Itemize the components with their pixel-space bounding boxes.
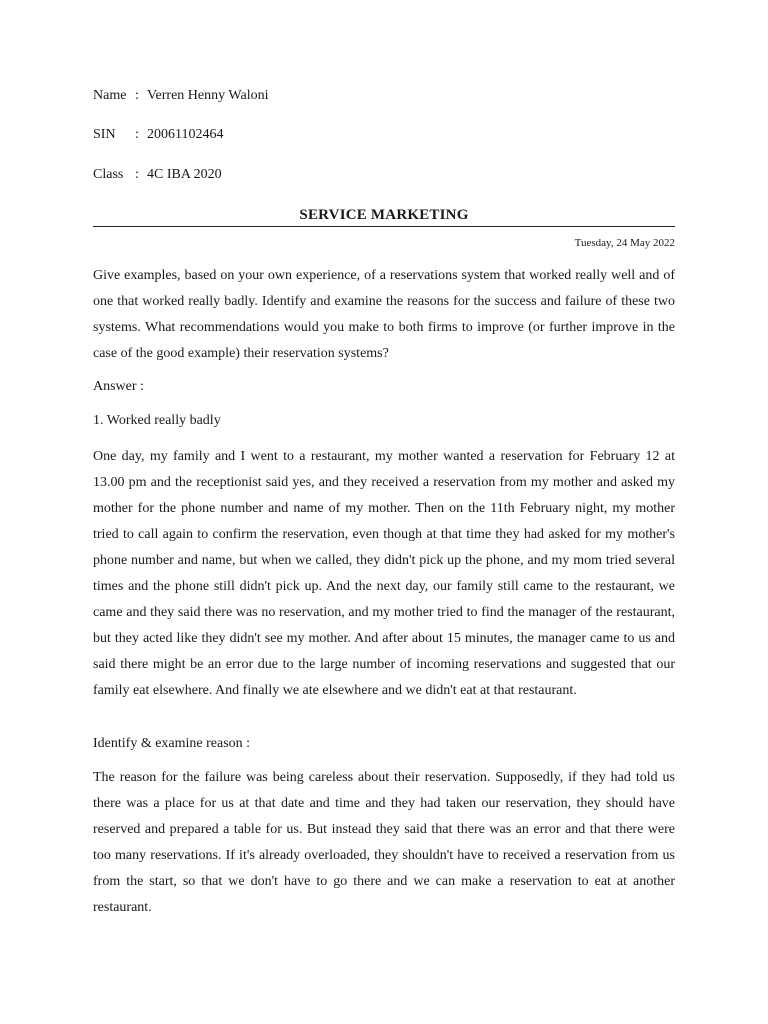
name-separator: : bbox=[135, 88, 139, 103]
sin-separator: : bbox=[135, 127, 139, 142]
name-value: Verren Henny Waloni bbox=[147, 88, 269, 103]
question-paragraph: Give examples, based on your own experience, of a reservations system that worked really well and of one that worked really badly. Identify and examine the reasons for the success and failure of these two systems. What recommendations would you make to both firms to improve (or further improve in the case of the good example) their reservation systems? bbox=[93, 268, 675, 361]
sin-label: SIN bbox=[93, 127, 116, 142]
class-value: 4C IBA 2020 bbox=[147, 167, 222, 182]
class-row bbox=[93, 166, 222, 184]
bad-experience-paragraph: One day, my family and I went to a restaurant, my mother wanted a reservation for February 12 at 13.00 pm and the receptionist said yes, and they received a reservation from my mother and asked my mother for the phone number and name of my mother. Then on the 11th February night, my mother tried to call again to confirm the reservation, even though at that time they had asked for my mother's phone number and name, but when we called, they didn't pick up the phone, and my mom tried several times and the phone still didn't pick up. And the next day, our family still came to the restaurant, we came and they said there was no reservation, and my mother tried to find the manager of the restaurant, but they acted like they didn't see my mother. And after about 15 minutes, the manager came to us and said there might be an error due to the large number of incoming reservations and suggested that our family eat elsewhere. And finally we ate elsewhere and we didn't eat at that restaurant. bbox=[93, 449, 675, 698]
reason-paragraph: The reason for the failure was being careless about their reservation. Supposedly, if they had told us there was a place for us at that date and time and they had taken our reservation, they should have reserved and prepared a table for us. But instead they said that there was an error and that there were too many reservations. If it's already overloaded, they shouldn't have to received a reservation from us from the start, so that we don't have to go there and we can make a reservation to eat at another restaurant. bbox=[93, 770, 675, 915]
document-date: Tuesday, 24 May 2022 bbox=[574, 237, 675, 249]
answer-label: Answer : bbox=[93, 379, 144, 394]
name-label: Name bbox=[93, 88, 127, 103]
name-row bbox=[93, 87, 268, 105]
class-separator: : bbox=[135, 167, 139, 182]
section-heading-bad: 1. Worked really badly bbox=[93, 413, 221, 428]
sin-row bbox=[93, 126, 223, 144]
document-title: SERVICE MARKETING bbox=[299, 207, 469, 223]
sin-value: 20061102464 bbox=[147, 127, 224, 142]
title-block bbox=[93, 205, 675, 227]
class-label: Class bbox=[93, 167, 124, 182]
identify-label: Identify & examine reason : bbox=[93, 736, 251, 751]
